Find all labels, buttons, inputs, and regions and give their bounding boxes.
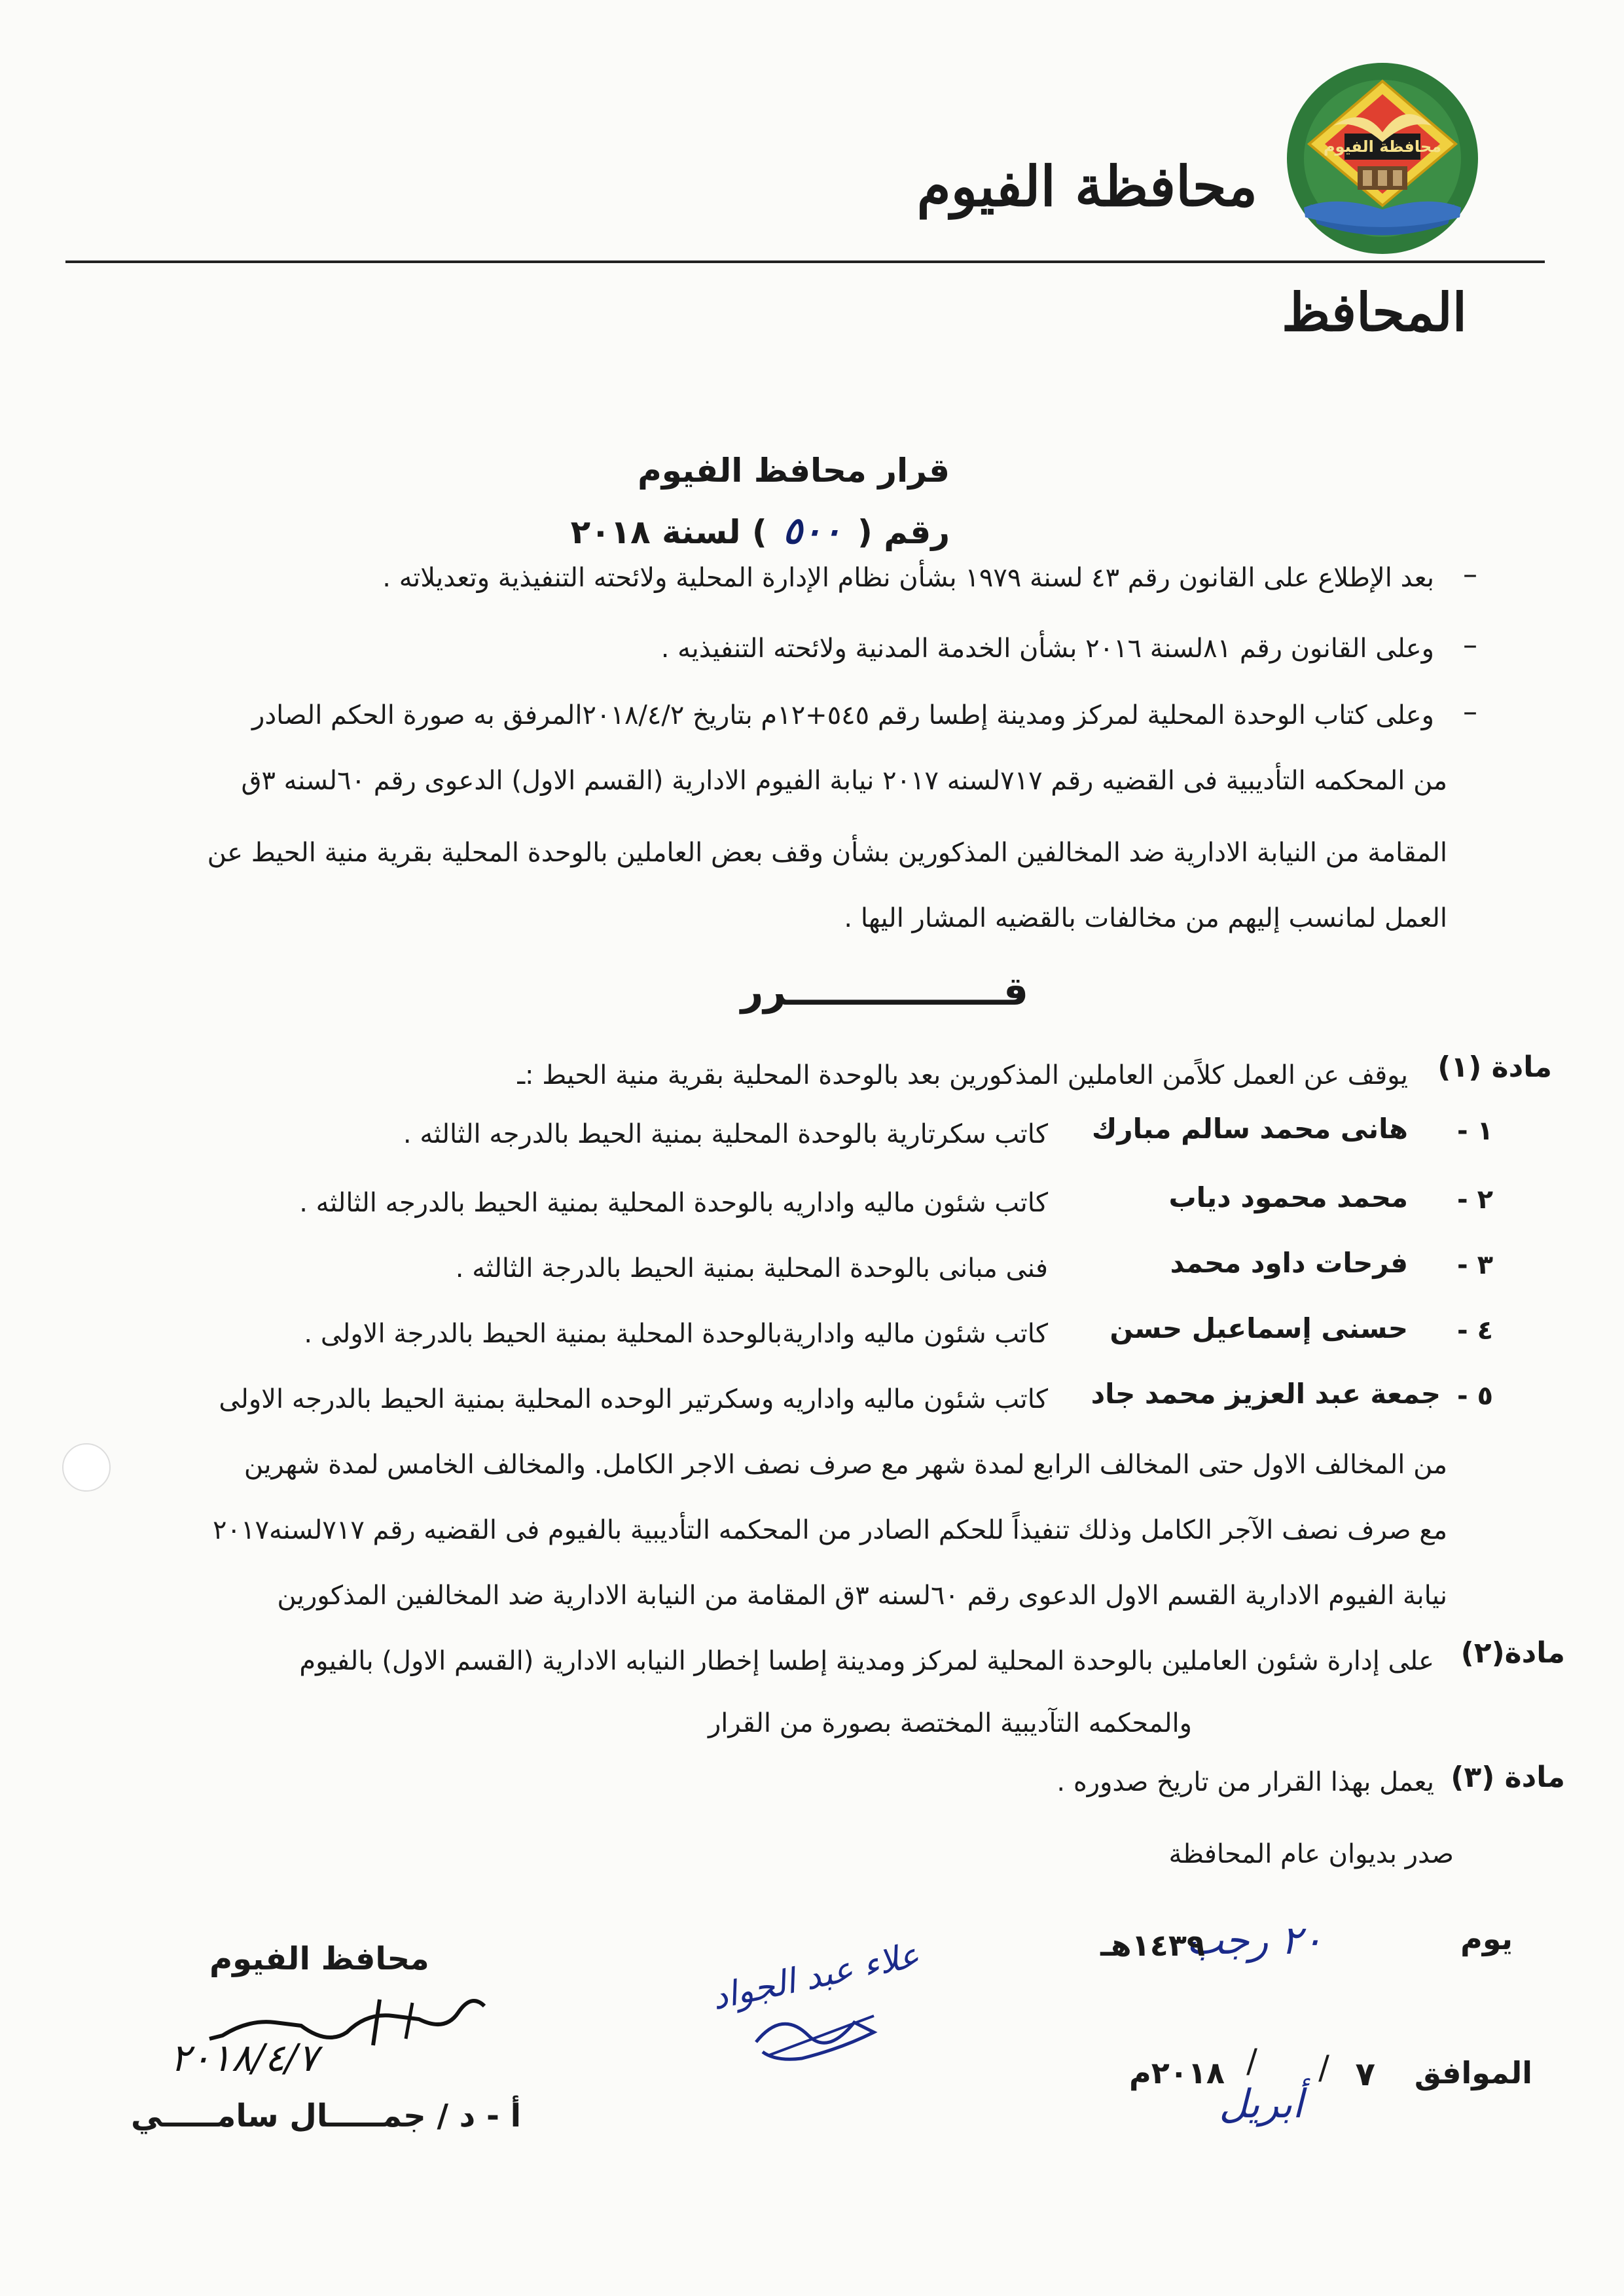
- gregorian-year: ٢٠١٨م: [1128, 2055, 1225, 2090]
- bullet-dash: –: [1463, 558, 1477, 591]
- article2-label: مادة(٢): [1460, 1636, 1565, 1670]
- punch-hole: [62, 1443, 111, 1492]
- day-label: يوم: [1460, 1921, 1513, 1956]
- initials-scribble: [743, 1996, 887, 2068]
- hijri-date-handwritten: ٢٠ رجب: [1186, 1918, 1323, 1964]
- employee-name: فرحات داود محمد: [1170, 1247, 1408, 1279]
- governorate-name: محافظة الفيوم: [916, 154, 1257, 219]
- employee-role: كاتب شئون ماليه واداريه وسكرتير الوحده المحلية بمنية الحيط بالدرجه الاولى: [219, 1384, 1048, 1414]
- preamble-line: وعلى القانون رقم ٨١لسنة ٢٠١٦ بشأن الخدمة المدنية ولائحته التنفيذيه .: [660, 634, 1434, 664]
- decision-number: [571, 509, 950, 552]
- bullet-dash: –: [1463, 628, 1477, 662]
- employee-name: حسنى إسماعيل حسن: [1110, 1312, 1408, 1344]
- date-slash: /: [1246, 2042, 1257, 2080]
- preamble-line: من المحكمه التأديبية فى القضيه رقم ٧١٧لسنه ٢٠١٧ نيابة الفيوم الادارية (القسم الاول) الدعوى رقم ٦٠لسنه ٣ق: [241, 766, 1447, 796]
- decided-heading: قــــــــــــــــرر: [740, 969, 1028, 1014]
- employee-name: هانى محمد سالم مبارك: [1091, 1113, 1408, 1145]
- article2-line: والمحكمه التآديبية المختصة بصورة من القرار: [708, 1708, 1192, 1738]
- article1-text: يوقف عن العمل كلاًمن العاملين المذكورين بعد بالوحدة المحلية بقرية منية الحيط :ـ: [517, 1060, 1408, 1090]
- employee-number: ٤ -: [1457, 1316, 1493, 1346]
- employee-role: كاتب شئون ماليه واداريه بالوحدة المحلية بمنية الحيط بالدرجه الثالثه .: [299, 1188, 1048, 1218]
- handwritten-initials: علاء عبد الجواد: [708, 1935, 923, 2018]
- preamble-line: العمل لمانسب إليهم من مخالفات بالقضيه المشار اليها .: [844, 903, 1447, 933]
- employee-name: محمد محمود دياب: [1168, 1181, 1408, 1213]
- employee-role: كاتب شئون ماليه واداريةبالوحدة المحلية بمنية الحيط بالدرجة الاولى .: [304, 1319, 1048, 1349]
- employee-role: فنى مبانى بالوحدة المحلية بمنية الحيط بالدرجة الثالثه .: [455, 1253, 1048, 1283]
- preamble-line: وعلى كتاب الوحدة المحلية لمركز ومدينة إطسا رقم ٥٤٥+١٢م بتاريخ ٢٠١٨/٤/٢المرفق به صورة الحكم الصادر: [252, 700, 1434, 730]
- employee-name: جمعة عبد العزيز محمد جاد: [1091, 1378, 1441, 1410]
- preamble-line: المقامة من النيابة الادارية ضد المخالفين المذكورين بشأن وقف بعض العاملين بالوحدة المحلية بقرية منية الحيط عن: [207, 838, 1447, 868]
- article2-line: على إدارة شئون العاملين بالوحدة المحلية لمركز ومدينة إطسا إخطار النيابه الادارية (القسم الاول) بالفيوم: [299, 1646, 1434, 1676]
- employee-number: ٣ -: [1457, 1250, 1493, 1280]
- date-slash: /: [1318, 2049, 1329, 2087]
- governorate-logo: [1284, 60, 1481, 257]
- gregorian-day: ٧: [1355, 2055, 1375, 2093]
- preamble-line: بعد الإطلاع على القانون رقم ٤٣ لسنة ١٩٧٩ بشأن نظام الإدارة المحلية ولائحته التنفيذية وتعديلاته .: [382, 563, 1434, 593]
- employee-number: ١ -: [1457, 1116, 1493, 1146]
- decision-number-prefix: رقم (: [857, 513, 950, 551]
- logo-text: محافظة الفيوم: [1323, 137, 1442, 156]
- signatory-name: أ - د / جمـــــال سامـــــي: [131, 2098, 522, 2134]
- article1-label: مادة (١): [1437, 1050, 1552, 1084]
- article3-text: يعمل بهذا القرار من تاريخ صدوره .: [1056, 1767, 1434, 1797]
- decision-title: قرار محافظ الفيوم: [638, 452, 950, 490]
- article3-label: مادة (٣): [1451, 1761, 1565, 1794]
- header-divider: [65, 260, 1545, 263]
- governor-office-title: المحافظ: [1281, 281, 1467, 343]
- article1-continuation: مع صرف نصف الآجر الكامل وذلك تنفيذاً للحكم الصادر من المحكمه التأديبية بالفيوم فى القضيه رقم ٧١٧لسنه٢٠١٧: [213, 1515, 1447, 1545]
- article1-continuation: نيابة الفيوم الادارية القسم الاول الدعوى رقم ٦٠لسنه ٣ق المقامة من النيابة الادارية ضد المخالفين المذكورين: [277, 1581, 1447, 1611]
- bullet-dash: –: [1463, 695, 1477, 728]
- hijri-year: ١٤٣٩هـ: [1100, 1928, 1205, 1963]
- employee-role: كاتب سكرتارية بالوحدة المحلية بمنية الحيط بالدرجه الثالثه .: [403, 1119, 1048, 1149]
- decision-number-suffix: ) لسنة ٢٠١٨: [570, 513, 767, 551]
- decision-number-handwritten: ٥٠٠: [782, 509, 842, 552]
- employee-number: ٥ -: [1457, 1381, 1493, 1411]
- signatory-title: محافظ الفيوم: [209, 1941, 429, 1977]
- gregorian-month-handwritten: أبريل: [1219, 2081, 1303, 2127]
- employee-number: ٢ -: [1457, 1185, 1493, 1215]
- article1-continuation: من المخالف الاول حتى المخالف الرابع لمدة شهر مع صرف نصف الاجر الكامل. والمخالف الخامس لمدة شهرين: [244, 1450, 1447, 1480]
- corresponding-label: الموافق: [1414, 2055, 1532, 2090]
- signature-handwritten-date: ٢٠١٨/٤/٧: [170, 2036, 318, 2080]
- issued-statement: صدر بديوان عام المحافظة: [1168, 1839, 1454, 1869]
